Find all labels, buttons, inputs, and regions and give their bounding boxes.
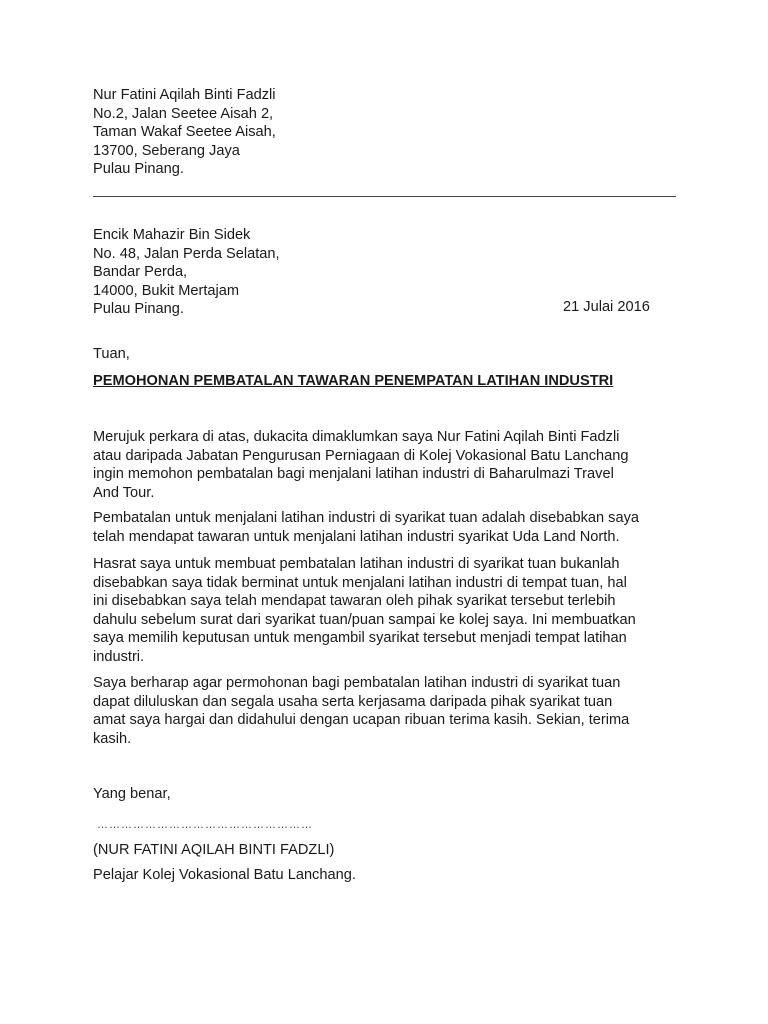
sender-address-line: Pulau Pinang.: [93, 161, 184, 178]
recipient-address-line: No. 48, Jalan Perda Selatan,: [93, 245, 280, 262]
sender-address: [93, 86, 276, 179]
paragraph-line: telah mendapat tawaran untuk menjalani latihan industri syarikat Uda Land North.: [93, 528, 620, 545]
signer-name: (NUR FATINI AQILAH BINTI FADZLI): [93, 842, 335, 858]
sender-address-line: No.2, Jalan Seetee Aisah 2,: [93, 105, 274, 122]
paragraph-line: atau daripada Jabatan Pengurusan Perniagaan di Kolej Vokasional Batu Lanchang: [93, 447, 629, 464]
letter-subject: PEMOHONAN PEMBATALAN TAWARAN PENEMPATAN LATIHAN INDUSTRI: [93, 373, 614, 389]
paragraph-line: amat saya hargai dan didahului dengan ucapan ribuan terima kasih. Sekian, terima: [93, 712, 630, 729]
paragraph-line: Hasrat saya untuk membuat pembatalan latihan industri di syarikat tuan bukanlah: [93, 556, 620, 572]
paragraph-line: Merujuk perkara di atas, dukacita dimaklumkan saya Nur Fatini Aqilah Binti Fadzli: [93, 429, 620, 445]
body-paragraph: [93, 674, 683, 748]
paragraph-line: dapat diluluskan dan segala usaha serta kerjasama daripada pihak syarikat tuan: [93, 693, 613, 710]
paragraph-line: Pembatalan untuk menjalani latihan industri di syarikat tuan adalah disebabkan saya: [93, 510, 639, 526]
sender-address-line: 13700, Seberang Jaya: [93, 142, 240, 159]
body-paragraph: [93, 509, 683, 546]
paragraph-line: kasih.: [93, 730, 132, 747]
sender-name: Nur Fatini Aqilah Binti Fadzli: [93, 87, 276, 103]
signature-line: ………………………………………………: [97, 819, 313, 831]
letter-date: 21 Julai 2016: [563, 299, 650, 315]
paragraph-line: disebabkan saya tidak berminat untuk menjalani latihan industri di tempat tuan, hal: [93, 574, 627, 591]
paragraph-line: Saya berharap agar permohonan bagi pembatalan latihan industri di syarikat tuan: [93, 675, 621, 691]
signer-title: Pelajar Kolej Vokasional Batu Lanchang.: [93, 867, 356, 883]
paragraph-line: ingin memohon pembatalan bagi menjalani latihan industri di Baharulmazi Travel: [93, 466, 614, 483]
salutation: Tuan,: [93, 346, 130, 362]
closing-phrase: Yang benar,: [93, 786, 171, 802]
paragraph-line: And Tour.: [93, 484, 155, 501]
sender-address-line: Taman Wakaf Seetee Aisah,: [93, 124, 276, 141]
body-paragraph: [93, 428, 683, 502]
recipient-address-line: Bandar Perda,: [93, 264, 188, 281]
recipient-address-line: Pulau Pinang.: [93, 301, 184, 318]
recipient-name: Encik Mahazir Bin Sidek: [93, 227, 251, 243]
paragraph-line: dahulu sebelum surat dari syarikat tuan/puan sampai ke kolej saya. Ini membuatkan: [93, 611, 636, 628]
paragraph-line: saya memilih keputusan untuk mengambil syarikat tersebut menjadi tempat latihan: [93, 630, 627, 647]
recipient-address: [93, 226, 280, 319]
paragraph-line: ini disebabkan saya telah mendapat tawaran oleh pihak syarikat tersebut terlebih: [93, 593, 616, 610]
header-divider: [93, 196, 676, 197]
recipient-address-line: 14000, Bukit Mertajam: [93, 282, 240, 299]
paragraph-line: industri.: [93, 648, 145, 665]
body-paragraph: [93, 555, 683, 667]
